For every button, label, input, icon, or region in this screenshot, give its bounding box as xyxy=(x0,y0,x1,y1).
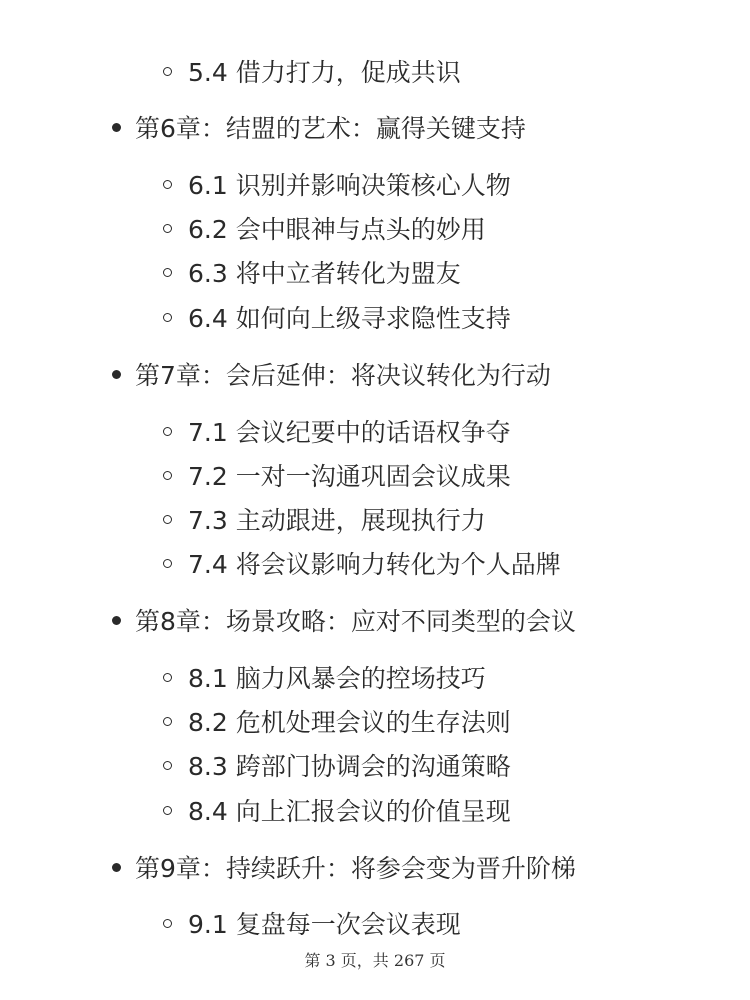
toc-section-label: 8.1 脑力风暴会的控场技巧 xyxy=(188,664,486,693)
toc-section-label: 8.3 跨部门协调会的沟通策略 xyxy=(188,752,511,781)
toc-section-label: 8.2 危机处理会议的生存法则 xyxy=(188,708,511,737)
toc-section-label: 6.4 如何向上级寻求隐性支持 xyxy=(188,304,511,333)
toc-section-item xyxy=(0,701,750,741)
toc-section-item xyxy=(0,51,750,91)
circle-bullet-icon xyxy=(163,559,172,568)
page-number-footer: 第 3 页，共 267 页 xyxy=(304,951,446,970)
circle-bullet-icon xyxy=(163,67,172,76)
toc-section-item xyxy=(0,252,750,292)
toc-section-label: 9.1 复盘每一次会议表现 xyxy=(188,910,461,939)
toc-section-label: 6.1 识别并影响决策核心人物 xyxy=(188,171,511,200)
toc-section-item xyxy=(0,657,750,697)
disc-bullet-icon xyxy=(112,863,121,872)
toc-section-label: 6.2 会中眼神与点头的妙用 xyxy=(188,215,486,244)
circle-bullet-icon xyxy=(163,427,172,436)
disc-bullet-icon xyxy=(112,616,121,625)
circle-bullet-icon xyxy=(163,313,172,322)
toc-section-item xyxy=(0,499,750,539)
toc-section-label: 7.4 将会议影响力转化为个人品牌 xyxy=(188,550,561,579)
toc-section-item xyxy=(0,455,750,495)
toc-chapter-item xyxy=(0,600,750,640)
toc-chapter-item xyxy=(0,847,750,887)
toc-chapter-label: 第8章：场景攻略：应对不同类型的会议 xyxy=(135,607,576,636)
disc-bullet-icon xyxy=(112,370,121,379)
toc-section-item xyxy=(0,208,750,248)
toc-chapter-label: 第6章：结盟的艺术：赢得关键支持 xyxy=(135,114,526,143)
circle-bullet-icon xyxy=(163,761,172,770)
toc-section-item xyxy=(0,411,750,451)
toc-section-label: 8.4 向上汇报会议的价值呈现 xyxy=(188,797,511,826)
toc-section-label: 5.4 借力打力，促成共识 xyxy=(188,58,461,87)
circle-bullet-icon xyxy=(163,717,172,726)
toc-chapter-label: 第9章：持续跃升：将参会变为晋升阶梯 xyxy=(135,854,576,883)
toc-section-label: 6.3 将中立者转化为盟友 xyxy=(188,259,461,288)
circle-bullet-icon xyxy=(163,806,172,815)
toc-section-item xyxy=(0,903,750,943)
toc-section-item xyxy=(0,297,750,337)
toc-section-label: 7.1 会议纪要中的话语权争夺 xyxy=(188,418,511,447)
circle-bullet-icon xyxy=(163,515,172,524)
toc-section-item xyxy=(0,164,750,204)
toc-section-label: 7.2 一对一沟通巩固会议成果 xyxy=(188,462,511,491)
toc-chapter-item xyxy=(0,107,750,147)
disc-bullet-icon xyxy=(112,123,121,132)
circle-bullet-icon xyxy=(163,673,172,682)
circle-bullet-icon xyxy=(163,224,172,233)
toc-section-item xyxy=(0,790,750,830)
circle-bullet-icon xyxy=(163,471,172,480)
toc-section-label: 7.3 主动跟进，展现执行力 xyxy=(188,506,486,535)
toc-section-item xyxy=(0,745,750,785)
circle-bullet-icon xyxy=(163,180,172,189)
circle-bullet-icon xyxy=(163,919,172,928)
toc-chapter-item xyxy=(0,354,750,394)
toc-chapter-label: 第7章：会后延伸：将决议转化为行动 xyxy=(135,361,551,390)
circle-bullet-icon xyxy=(163,268,172,277)
toc-section-item xyxy=(0,543,750,583)
